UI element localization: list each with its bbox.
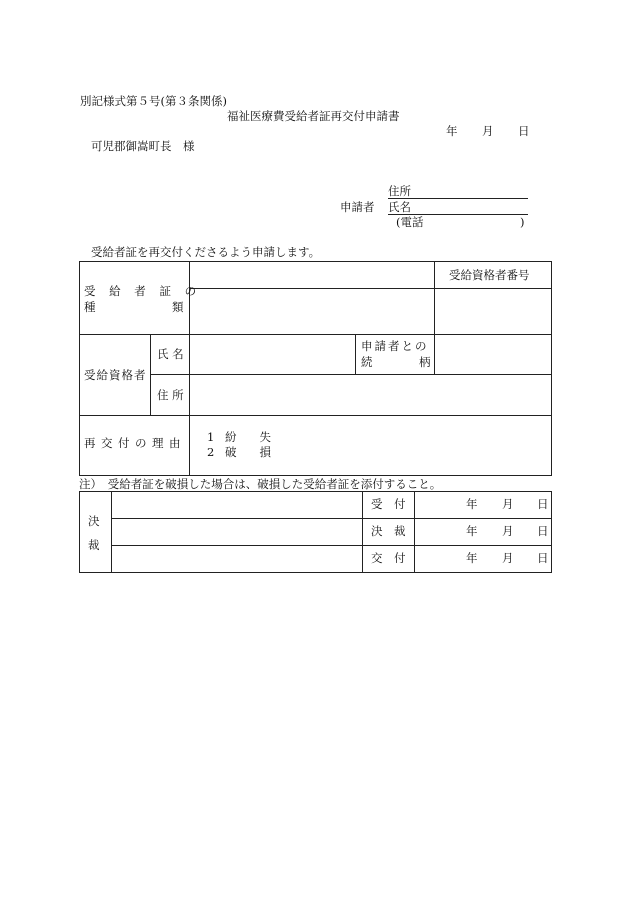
table-line bbox=[111, 545, 552, 546]
reason-option-damaged[interactable]: 破 損 bbox=[225, 445, 271, 459]
table-line bbox=[150, 334, 151, 415]
receipt-year: 年 bbox=[466, 497, 478, 511]
form-title: 福祉医療費受給者証再交付申請書 bbox=[227, 109, 400, 123]
issue-month: 月 bbox=[502, 551, 514, 565]
relation-field[interactable] bbox=[436, 336, 550, 373]
table-line bbox=[362, 491, 363, 573]
table-line bbox=[150, 374, 552, 375]
applicant-address-label: 住所 bbox=[388, 184, 411, 198]
issue-day: 日 bbox=[537, 551, 549, 565]
cert-type-field[interactable] bbox=[191, 263, 433, 287]
address-field[interactable] bbox=[191, 376, 550, 414]
table-line bbox=[79, 415, 552, 416]
request-text: 受給者証を再交付くださるよう申請します。 bbox=[91, 245, 321, 259]
table-line bbox=[355, 334, 356, 375]
note-text: 注） 受給者証を破損した場合は、破損した受給者証を添付すること。 bbox=[79, 477, 442, 491]
applicant-name-label: 氏名 bbox=[388, 200, 411, 214]
addressee: 可児郡御嵩町長 様 bbox=[91, 139, 195, 153]
applicant-phone-close: ) bbox=[520, 215, 525, 229]
issue-label: 交 付 bbox=[371, 551, 406, 565]
applicant-label: 申請者 bbox=[340, 200, 375, 214]
table-line bbox=[111, 518, 552, 519]
name-label: 氏 名 bbox=[157, 347, 184, 361]
date-day-label: 日 bbox=[518, 124, 530, 138]
approval-label: 決 裁 bbox=[371, 524, 406, 538]
cert-type-label: 種 bbox=[84, 300, 96, 314]
qualified-person-label: 受給資格者 bbox=[84, 368, 147, 382]
approval-day: 日 bbox=[537, 524, 549, 538]
decision-label: 決 bbox=[88, 514, 100, 528]
table-line bbox=[189, 288, 552, 289]
cert-number-field[interactable] bbox=[436, 290, 550, 333]
form-number: 別記様式第５号(第３条関係) bbox=[80, 94, 227, 108]
address-label: 住 所 bbox=[157, 388, 184, 402]
decision-label: 裁 bbox=[88, 538, 100, 552]
table-line bbox=[434, 334, 435, 375]
table-line bbox=[434, 261, 435, 335]
table-line bbox=[111, 491, 112, 573]
reason-label: 再交付の理由 bbox=[84, 436, 186, 450]
approval-month: 月 bbox=[502, 524, 514, 538]
relation-label: 柄 bbox=[419, 355, 431, 369]
name-field[interactable] bbox=[191, 336, 354, 373]
cert-type-label: 類 bbox=[172, 300, 184, 314]
relation-label: 続 bbox=[361, 355, 373, 369]
reason-option-lost[interactable]: 紛 失 bbox=[225, 430, 271, 444]
applicant-address-line[interactable] bbox=[388, 198, 528, 199]
cert-type-label: 受 給 者 証 の bbox=[84, 284, 202, 298]
date-year-label: 年 bbox=[446, 124, 458, 138]
cert-number-header: 受給資格者番号 bbox=[449, 268, 530, 282]
reason-option-num: 2 bbox=[207, 445, 215, 459]
table-line bbox=[414, 491, 415, 573]
decision-table bbox=[79, 491, 552, 573]
receipt-month: 月 bbox=[502, 497, 514, 511]
issue-year: 年 bbox=[466, 551, 478, 565]
approval-year: 年 bbox=[466, 524, 478, 538]
receipt-label: 受 付 bbox=[371, 497, 406, 511]
relation-label: 申請者との bbox=[361, 339, 429, 353]
receipt-day: 日 bbox=[537, 497, 549, 511]
date-month-label: 月 bbox=[482, 124, 494, 138]
reason-option-num: 1 bbox=[207, 430, 215, 444]
applicant-phone-label: (電話 bbox=[396, 215, 424, 229]
